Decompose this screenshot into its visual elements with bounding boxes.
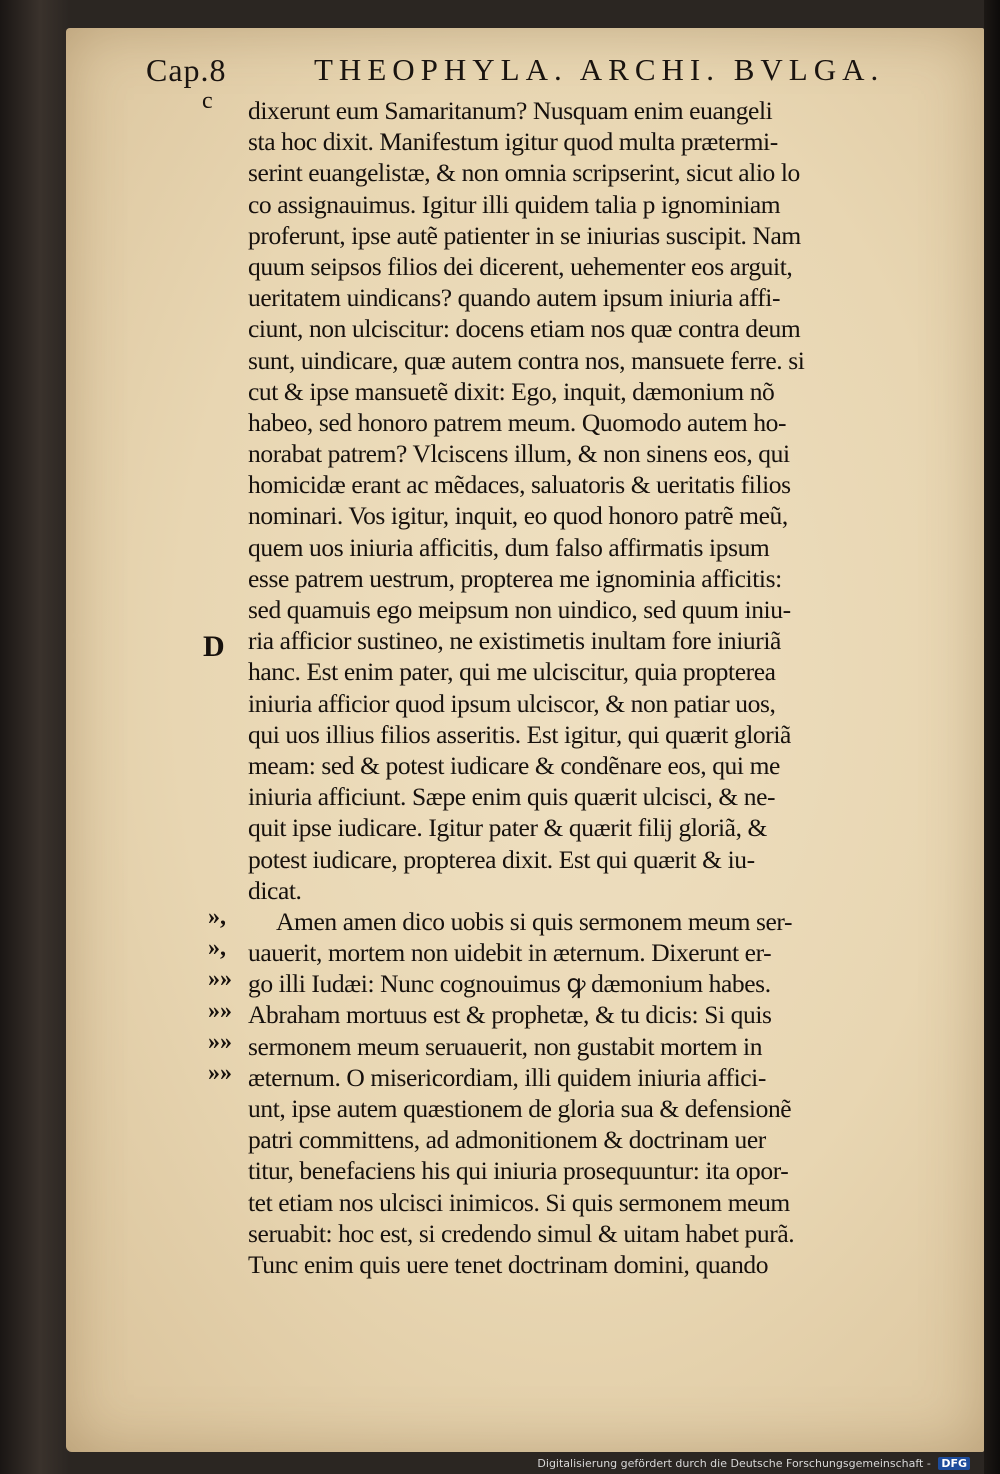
text-line: ria afficior sustineo, ne existimetis inultam fore iniuriã: [248, 626, 781, 656]
text-line: æternum. O misericordiam, illi quidem iniuria affici-: [248, 1062, 766, 1092]
text-line: seruabit: hoc est, si credendo simul & uitam habet purã.: [248, 1218, 795, 1248]
text-line: homicidæ erant ac mẽdaces, saluatoris & ueritatis filios: [248, 470, 791, 500]
text-line: sed quamuis ego meipsum non uindico, sed quum iniu-: [248, 595, 791, 624]
text-line: Abraham mortuus est & prophetæ, & tu dicis: Si quis: [248, 1000, 772, 1030]
text-line: sunt, uindicare, quæ autem contra nos, mansuete ferre. si: [248, 345, 805, 375]
digitization-credit: [537, 1457, 970, 1470]
text-line: norabat patrem? Vlciscens illum, & non sinens eos, qui: [248, 439, 790, 469]
text-line: ciunt, non ulciscitur: docens etiam nos quæ contra deum: [248, 314, 801, 344]
running-title: THEOPHYLA. ARCHI. BVLGA.: [314, 52, 885, 87]
text-line: serint euangelistæ, & non omnia scripserint, sicut alio lo: [248, 158, 800, 188]
text-line: sermonem meum seruauerit, non gustabit mortem in: [248, 1031, 763, 1061]
text-line: patri committens, ad admonitionem & doctrinam uer: [248, 1125, 766, 1155]
text-line: iniuria afficiunt. Sæpe enim quis quærit ulcisci, & ne-: [248, 782, 776, 812]
text-line: habeo, sed honoro patrem meum. Quomodo autem ho-: [248, 407, 787, 437]
body-text: [248, 95, 948, 1280]
text-line: proferunt, ipse autẽ patienter in se iniurias suscipit. Nam: [248, 220, 801, 250]
chapter-label: Cap.8: [146, 52, 227, 88]
margin-mark: »»: [208, 966, 232, 993]
text-line: quum seipsos filios dei dicerent, uehementer eos arguit,: [248, 251, 793, 281]
quotation-margin-marks: [208, 902, 248, 1089]
text-line: potest iudicare, propterea dixit. Est qui quærit & iu-: [248, 844, 755, 874]
credit-text: Digitalisierung gefördert durch die Deutsche Forschungsgemeinschaft -: [537, 1457, 931, 1470]
text-line: ueritatem uindicans? quando autem ipsum iniuria affi-: [248, 283, 781, 313]
text-line: Amen amen dico uobis si quis sermonem meum ser-: [276, 906, 793, 936]
text-line: esse patrem uestrum, propterea me ignominia afficitis:: [248, 563, 782, 593]
margin-mark: »»: [208, 1028, 232, 1055]
text-line: co assignauimus. Igitur illi quidem talia p ignominiam: [248, 189, 781, 219]
text-line: dicat.: [248, 875, 302, 905]
margin-mark: »,: [208, 904, 226, 930]
margin-mark: »,: [208, 935, 226, 962]
text-line: unt, ipse autem quæstionem de gloria sua & defensionẽ: [248, 1094, 792, 1123]
dfg-logo-icon: DFG: [938, 1457, 970, 1470]
text-line: tet etiam nos ulcisci inimicos. Si quis sermonem meum: [248, 1187, 790, 1217]
marginal-section-letter: D: [203, 630, 225, 663]
text-line: cut & ipse mansuetẽ dixit: Ego, inquit, dæmonium nõ: [248, 376, 775, 406]
text-line: Tunc enim quis uere tenet doctrinam domini, quando: [248, 1249, 769, 1279]
text-line: quem uos iniuria afficitis, dum falso affirmatis ipsum: [248, 532, 770, 562]
page-header: [146, 52, 946, 96]
text-line: dixerunt eum Samaritanum? Nusquam enim euangeli: [248, 96, 773, 125]
text-line: nominari. Vos igitur, inquit, eo quod honoro patrẽ meũ,: [248, 501, 788, 531]
margin-mark: »»: [208, 997, 232, 1024]
text-line: meam: sed & potest iudicare & condẽnare eos, qui me: [248, 750, 780, 780]
book-spine: [984, 0, 1000, 1474]
text-line: iniuria afficior quod ipsum ulciscor, & non patiar uos,: [248, 688, 776, 718]
text-line: hanc. Est enim pater, qui me ulciscitur, quia propterea: [248, 657, 776, 687]
margin-mark: »»: [208, 1059, 232, 1086]
text-line: go illi Iudæi: Nunc cognouimus ꝙ dæmonium habes.: [248, 969, 771, 999]
text-line: uauerit, mortem non uidebit in æternum. Dixerunt er-: [248, 938, 772, 968]
text-line: qui uos illius filios asseritis. Est igitur, qui quærit gloriã: [248, 719, 791, 749]
text-line: titur, benefaciens his qui iniuria prosequuntur: ita opor-: [248, 1156, 789, 1186]
text-line: sta hoc dixit. Manifestum igitur quod multa prætermi-: [248, 127, 778, 157]
text-line: quit ipse iudicare. Igitur pater & quærit filij gloriã, &: [248, 813, 767, 843]
catchword-glyph: c: [202, 88, 213, 114]
